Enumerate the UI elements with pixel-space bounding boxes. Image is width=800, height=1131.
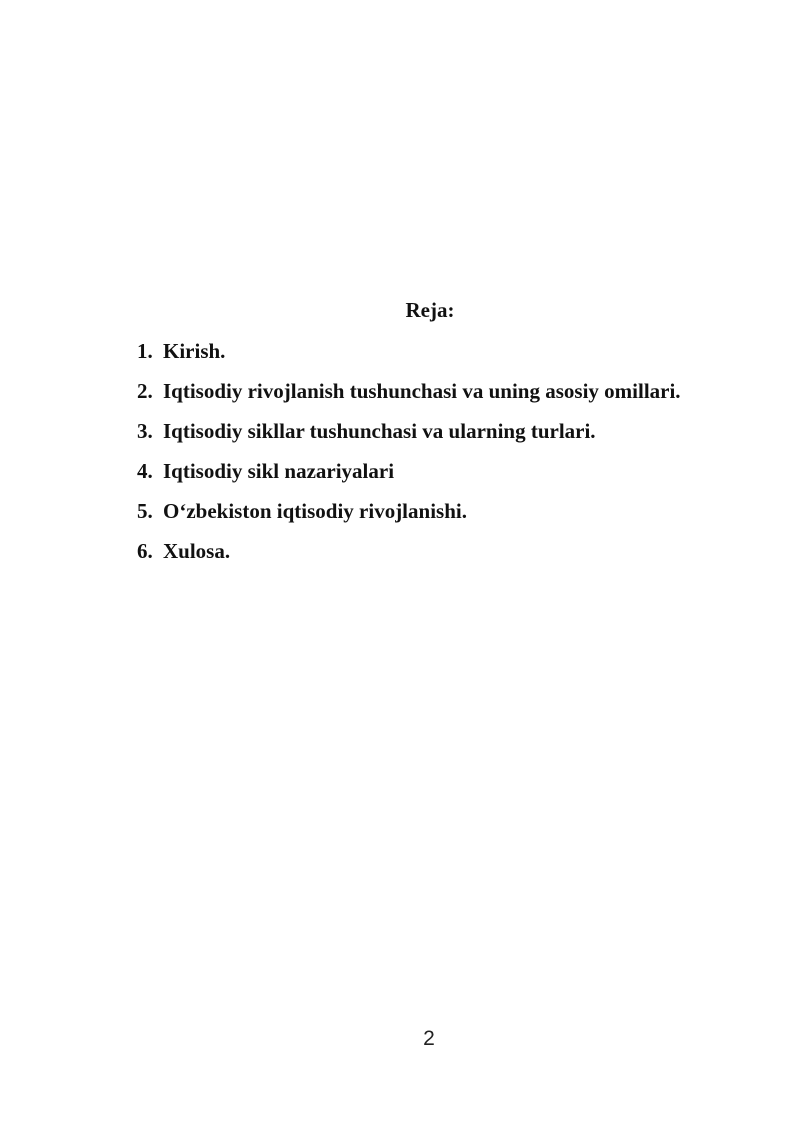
plan-item-text: O‘zbekiston iqtisodiy rivojlanishi. (163, 499, 467, 523)
plan-item-number: 1. (137, 339, 153, 363)
plan-item (137, 538, 681, 578)
plan-item-text: Iqtisodiy rivojlanish tushunchasi va uning asosiy omillari. (163, 379, 681, 403)
plan-item-text: Iqtisodiy sikllar tushunchasi va ularning turlari. (163, 419, 596, 443)
plan-item (137, 498, 681, 538)
plan-item-text: Xulosa. (163, 539, 231, 563)
plan-list (137, 338, 681, 578)
plan-item (137, 378, 681, 418)
plan-item-number: 2. (137, 379, 153, 403)
plan-item-number: 3. (137, 419, 153, 443)
plan-item-text: Iqtisodiy sikl nazariyalari (163, 459, 395, 483)
plan-item-number: 6. (137, 539, 153, 563)
plan-heading: Reja: (405, 298, 455, 322)
plan-item (137, 418, 681, 458)
plan-item-number: 4. (137, 459, 153, 483)
page-number: 2 (423, 1027, 435, 1050)
plan-item (137, 338, 681, 378)
plan-item (137, 458, 681, 498)
plan-item-text: Kirish. (163, 339, 226, 363)
plan-item-number: 5. (137, 499, 153, 523)
